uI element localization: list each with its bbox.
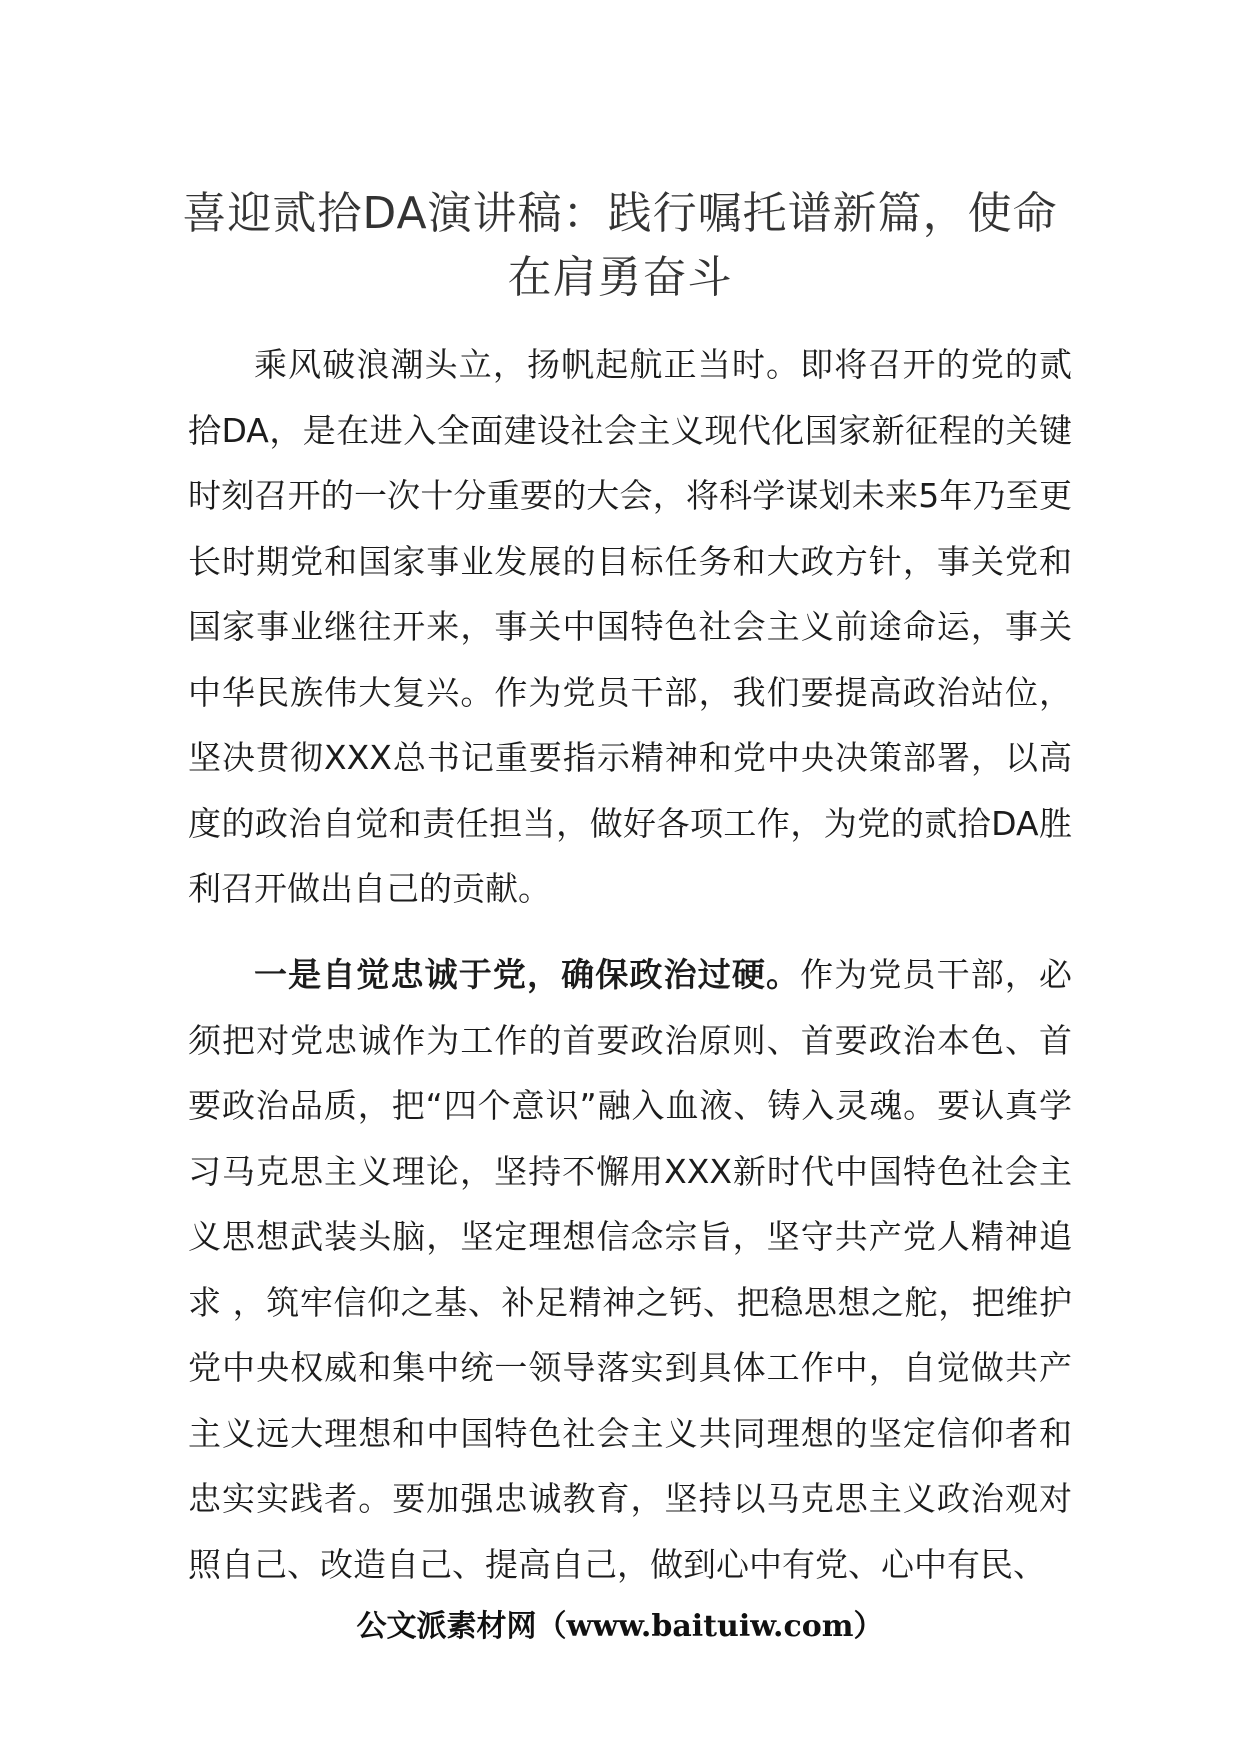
intro-paragraph: 乘风破浪潮头立，扬帆起航正当时。即将召开的党的贰拾DA，是在进入全面建设社会主义现代化国家新征程的关键时刻召开的一次十分重要的大会，将科学谋划未来5年乃至更长时期党和国家事业发展的目标任务和大政方针，事关党和国家事业继往开来，事关中国特色社会主义前途命运，事关中华民族伟大复兴。作为党员干部，我们要提高政治站位，坚决贯彻XXX总书记重要指示精神和党中央决策部署，以高度的政治自觉和责任担当，做好各项工作，为党的贰拾DA胜利召开做出自己的贡献。: [188, 345, 1072, 908]
section-heading-1: 一是自觉忠诚于党，确保政治过硬。: [254, 955, 801, 994]
section-paragraph-1: [188, 942, 1072, 1597]
title-line-1: 喜迎贰拾DA演讲稿：践行嘱托谱新篇，使命: [182, 188, 1058, 239]
section-body-1: 作为党员干部，必须把对党忠诚作为工作的首要政治原则、首要政治本色、首要政治品质，把“四个意识”融入血液、铸入灵魂。要认真学习马克思主义理论，坚持不懈用XXX新时代中国特色社会主义思想武装头脑，坚定理想信念宗旨，坚守共产党人精神追求 ，筑牢信仰之基、补足精神之钙、把稳思想之舵，把维护党中央权威和集中统一领导落实到具体工作中，自觉做共产主义远大理想和中国特色社会主义共同理想的坚定信仰者和忠实实践者。要加强忠诚教育，坚持以马克思主义政治观对照自己、改造自己、提高自己，做到心中有党、心中有民、: [188, 955, 1073, 1584]
site-footer-watermark: 公文派素材网（www.baituiw.com）: [356, 1609, 884, 1644]
document-title: [160, 182, 1080, 310]
title-line-2: 在肩勇奋斗: [507, 252, 733, 303]
